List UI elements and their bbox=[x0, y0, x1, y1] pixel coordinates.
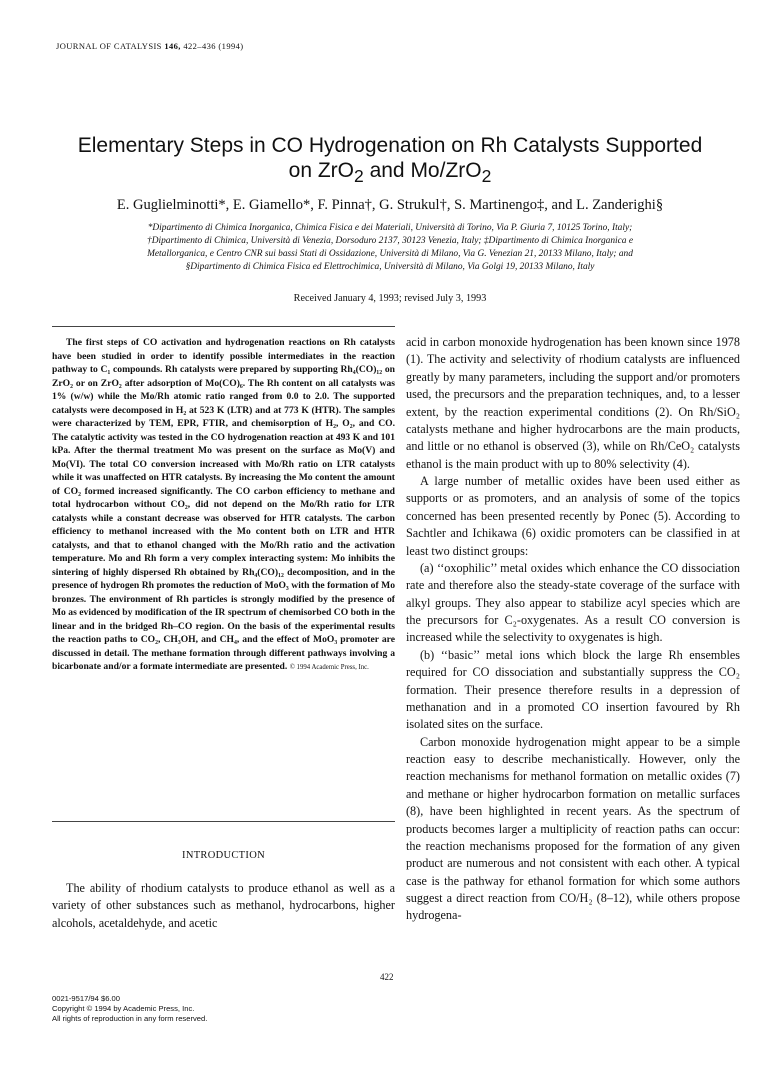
page-number: 422 bbox=[380, 972, 394, 982]
title-line-2 bbox=[40, 158, 740, 189]
affiliation-line: §Dipartimento di Chimica Fisica ed Elettrochimica, Università di Milano, Via Golgi 19, 20133 Milano, Italy bbox=[185, 262, 595, 272]
title-line-1: Elementary Steps in CO Hydrogenation on Rh Catalysts Supported bbox=[77, 134, 703, 157]
affiliations bbox=[60, 222, 720, 274]
body-paragraph: acid in carbon monoxide hydrogenation has been known since 1978 (1). The activity and selectivity of rhodium catalysts are influenced greatly by many parameters, including the support and/or promoters used, the precursors and the preparation techniques, and, to a lesser extent, by the reaction experimental conditions (2). On Rh/SiO₂ catalysts methane and higher hydrocarbons are the main products, and little or no ethanol is observed (3), while on Rh/CeO₂ catalysts ethanol is the main product with up to 80% selectivity (4). bbox=[406, 335, 740, 471]
abstract-bottom-rule bbox=[52, 821, 395, 822]
body-paragraph: (b) ‘‘basic’’ metal ions which block the large Rh ensembles required for CO dissociation and substantially suppress the CO₂ formation. Their presence therefore results in a depression of methanation and in a promoted CO insertion favoured by Rh isolated sites on the surface. bbox=[406, 647, 740, 732]
title-text: and Mo/ZrO bbox=[363, 159, 482, 182]
abstract-text: The first steps of CO activation and hydrogenation reactions on Rh catalysts have been studied in order to identify possible intermediates in the reaction pathway to C₁ compounds. Rh catalysts were prepared by supporting Rh₄(CO)₁₂ on ZrO₂ or on ZrO₂ after adsorption of Mo(CO)₆. The Rh content on all catalysts was 1% (w/w) while the Mo/Rh atomic ratio ranged from 0.0 to 2.0. The supported catalysts were decomposed in H₂ at 523 K (LTR) and at 773 K (HTR). The samples were characterized by TEM, EPR, FTIR, and chemisorption of H₂, O₂, and CO. The catalytic activity was tested in the CO hydrogenation reaction at 493 K and 101 kPa. After the thermal treatment Mo was present on the surface as Mo(V) and Mo(VI). The total CO conversion increased with Mo/Rh ratio on LTR catalysts while it was unaffected on HTR catalysts. By increasing the Mo content the amount of CO₂ formed increased significantly. The CO carbon efficiency to methane and total hydrocarbon without CO₂, did not depend on the Mo/Rh ratio for LTR catalysts while a constant decrease was observed for HTR catalysts. The carbon efficiency to methanol increased with the Mo content both on LTR and HTR catalysts, and that to ethanol changed with the Mo/Rh ratio and the activation temperature. Mo and Rh form a very complex interacting system: Mo inhibits the sintering of highly dispersed Rh obtained by Rh₄(CO)₁₂ decomposition, and in the presence of hydrogen Rh promotes the reduction of MoO₃ with the formation of Mo bronzes. The environment of Rh particles is strongly modified by the presence of Mo as evidenced by modification of the IR spectrum of chemisorbed CO both in the linear and in the bridged Rh–CO region. On the basis of the experimental results the reaction paths to CO₂, CH₃OH, and CH₄, and the effect of MoO₃ promoter are discussed in detail. The methane formation through different pathways involving a bicarbonate and/or a formate intermediate are presented. bbox=[52, 337, 395, 672]
footer-line: All rights of reproduction in any form reserved. bbox=[52, 1014, 208, 1024]
running-head bbox=[56, 41, 244, 51]
right-column-body bbox=[406, 334, 740, 925]
left-column-body bbox=[52, 880, 395, 932]
affiliation-line: †Dipartimento di Chimica, Università di Venezia, Dorsoduro 2137, 30123 Venezia, Italy; ‡Dipartimento di Chimica Inorganica e bbox=[147, 236, 633, 246]
body-paragraph: A large number of metallic oxides have been used either as supports or as promoters, and an analysis of some of the topics concerned has been presented recently by Ponec (5). According to Sachtler and Ichikawa (6) oxidic promoters can be classified in at least two distinct groups: bbox=[406, 474, 740, 558]
section-heading: INTRODUCTION bbox=[182, 850, 265, 861]
footer-line: Copyright © 1994 by Academic Press, Inc. bbox=[52, 1004, 195, 1014]
journal-volume: 146, bbox=[164, 41, 181, 51]
body-paragraph: Carbon monoxide hydrogenation might appear to be a simple reaction easy to describe mechanistically. However, only the reaction mechanisms for methanol formation on metallic oxides (7) and methane or higher hydrocarbon formation on metallic surfaces (8), have been highlighted in recent years. As the spectrum of products becomes larger a multiplicity of reaction paths can occur: the reaction mechanisms proposed for the formation of any given product are numerous and not consistent with each other. A typical case is the pathway for ethanol formation for which some authors suggest a direct reaction from CO/H₂ (8–12), while others propose hydrogena- bbox=[406, 734, 740, 923]
title-subscript: 2 bbox=[481, 166, 492, 187]
affiliation-line: Metallorganica, e Centro CNR sui bassi Stati di Ossidazione, Università di Milano, Via G. Venezian 21, 20133 Milano, Italy; and bbox=[147, 249, 633, 259]
title-text: on ZrO bbox=[288, 159, 354, 182]
copyright-footer bbox=[52, 994, 207, 1025]
intro-paragraph: The ability of rhodium catalysts to produce ethanol as well as a variety of other substances such as methanol, hydrocarbons, higher alcohols, acetaldehyde, and acetic bbox=[52, 881, 395, 930]
journal-pages: 422–436 (1994) bbox=[183, 41, 244, 51]
affiliation-line: *Dipartimento di Chimica Inorganica, Chimica Fisica e dei Materiali, Università di Torino, Via P. Giuria 7, 10125 Torino, Italy; bbox=[147, 223, 633, 233]
abstract bbox=[52, 336, 395, 675]
abstract-copyright: © 1994 Academic Press, Inc. bbox=[289, 664, 369, 671]
author-list: E. Guglielminotti*, E. Giamello*, F. Pinna†, G. Strukul†, S. Martinengo‡, and L. Zanderighi§ bbox=[116, 197, 664, 213]
abstract-top-rule bbox=[52, 326, 395, 327]
received-dates: Received January 4, 1993; revised July 3, 1993 bbox=[293, 293, 487, 304]
title-subscript: 2 bbox=[354, 166, 364, 187]
body-paragraph: (a) ‘‘oxophilic’’ metal oxides which enhance the CO dissociation rate and therefore also the steady-state coverage of the surface with alkyl groups. They also appear to stabilize acyl species which are the precursors for C₂-oxygenates. As a result CO conversion is increased while the selectivity to oxygenates is high. bbox=[406, 560, 740, 645]
article-title bbox=[40, 133, 740, 189]
footer-line: 0021-9517/94 $6.00 bbox=[52, 994, 120, 1003]
abstract-paragraph bbox=[52, 336, 395, 675]
journal-name: JOURNAL OF CATALYSIS bbox=[56, 41, 162, 51]
